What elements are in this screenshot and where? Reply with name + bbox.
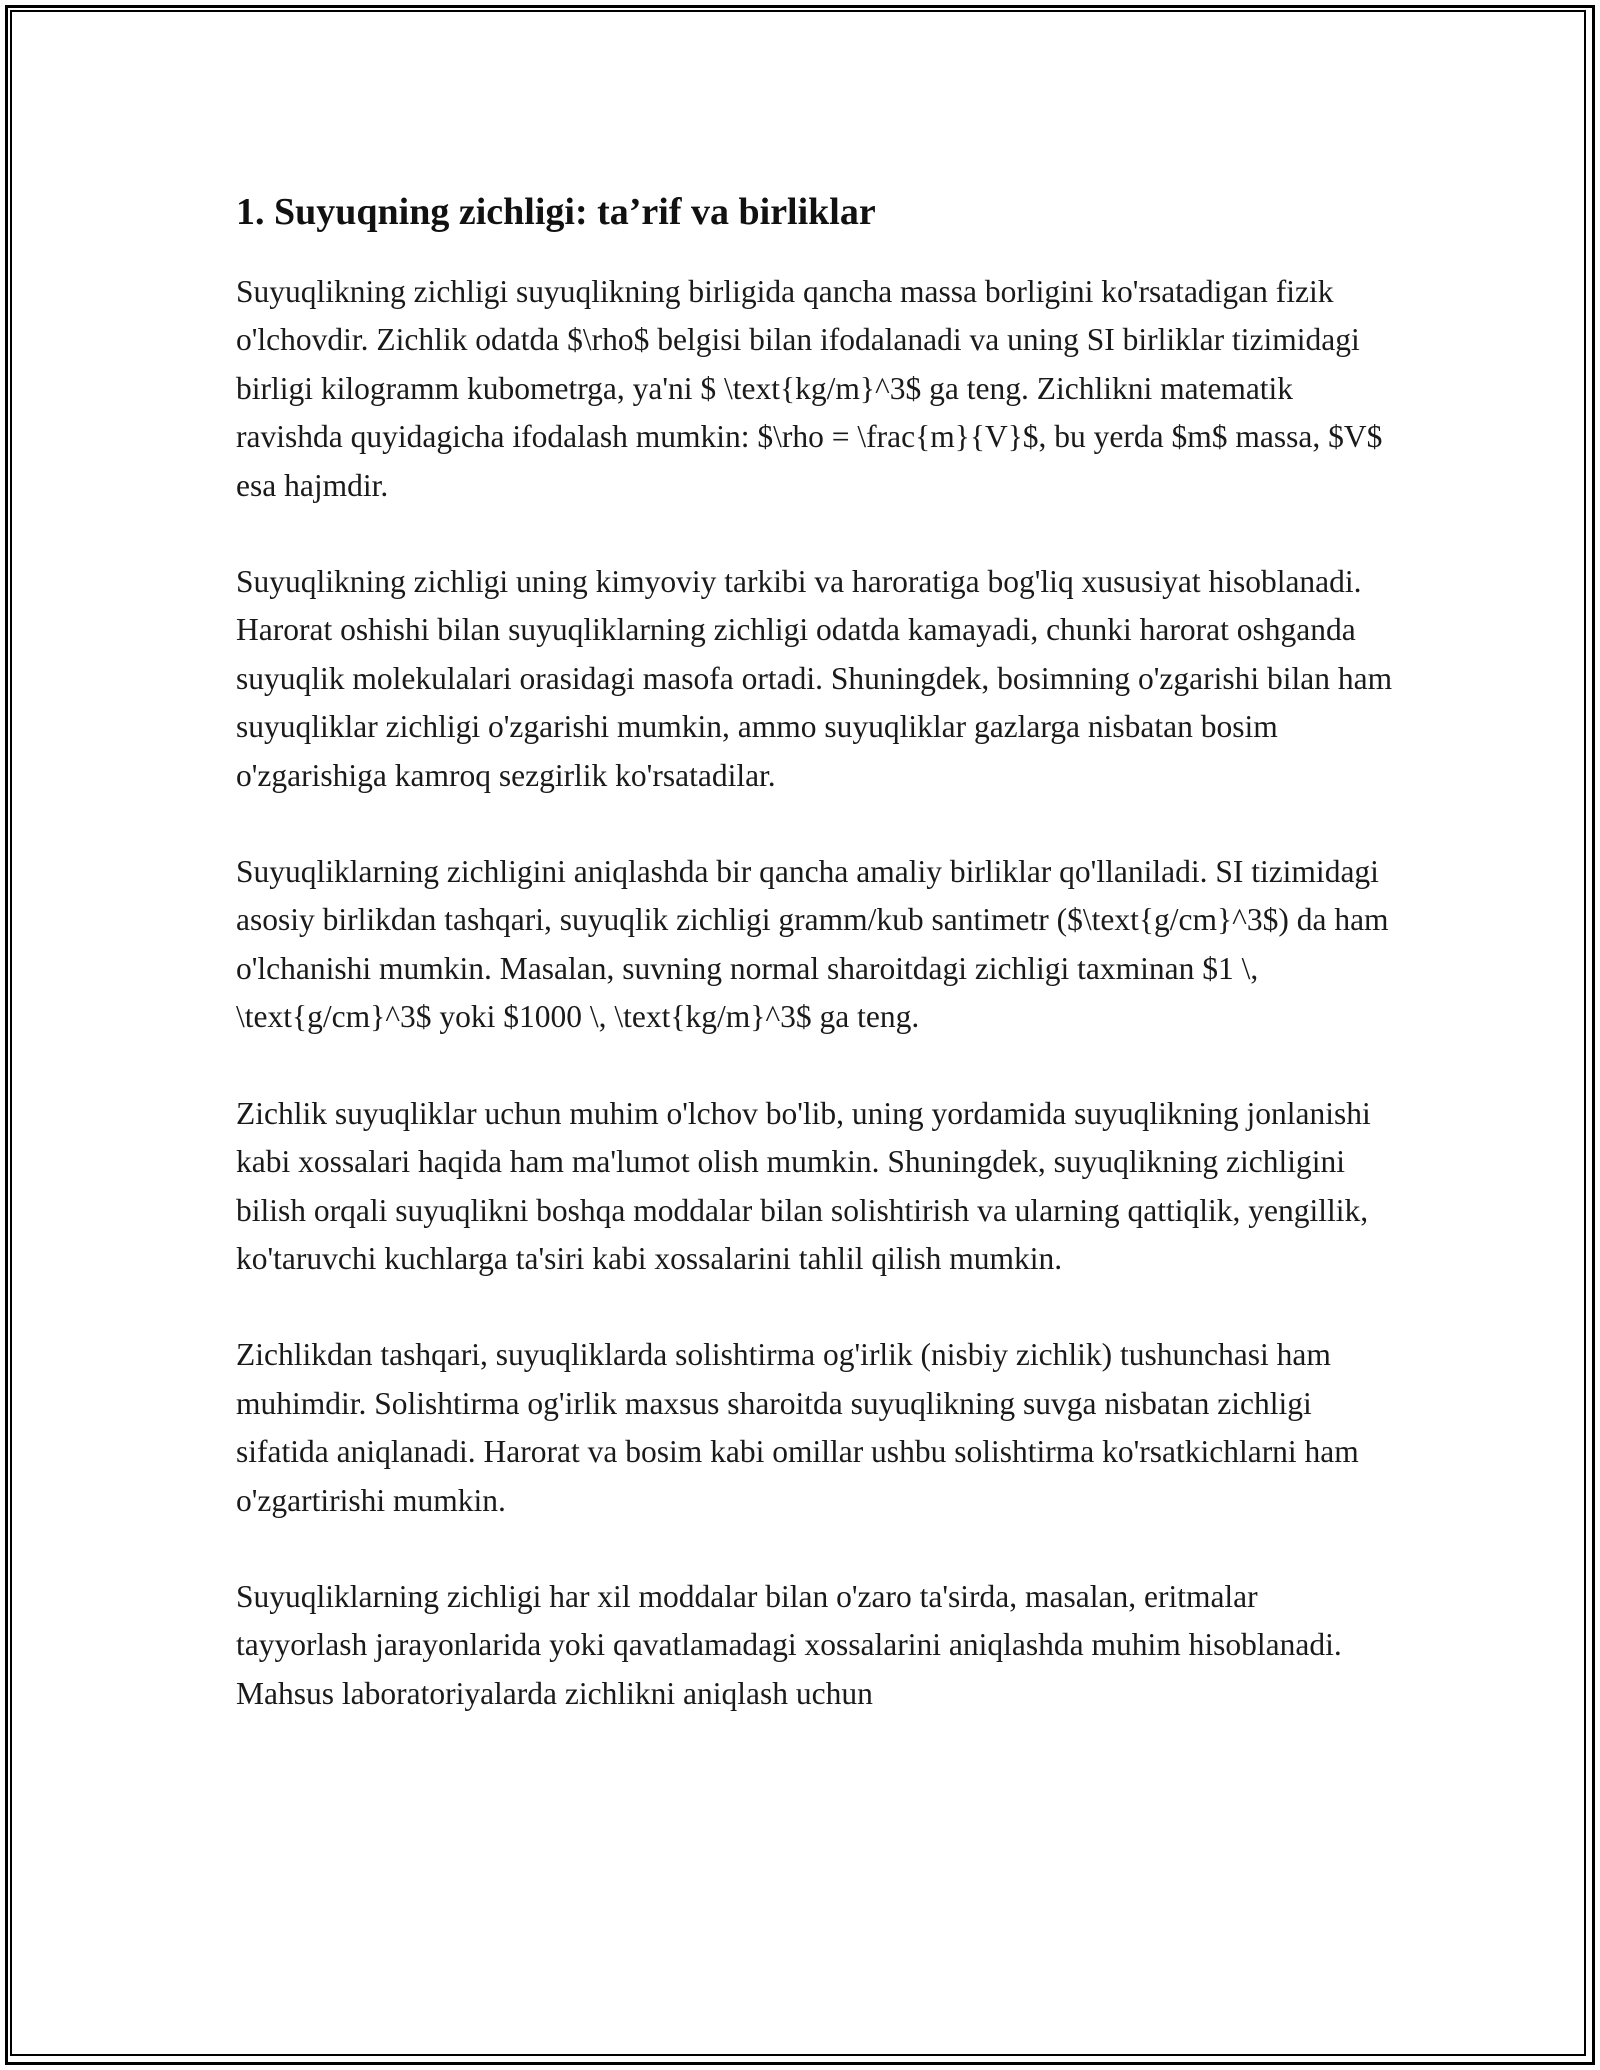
document-body bbox=[236, 186, 1396, 1766]
paragraph-units: Suyuqliklarning zichligini aniqlashda bir qancha amaliy birliklar qo'llaniladi. SI tizimidagi asosiy birlikdan tashqari, suyuqlik zichligi gramm/kub santimetr ($\text{g/cm}^3$) da ham o'lchanishi mumkin. Masalan, suvning normal sharoitdagi zichligi taxminan $1 \, \text{g/cm}^3$ yoki $1000 \, \text{kg/m}^3$ ga teng. bbox=[236, 854, 1389, 1035]
paragraph-specific-gravity: Zichlikdan tashqari, suyuqliklarda solishtirma og'irlik (nisbiy zichlik) tushunchasi ham muhimdir. Solishtirma og'irlik maxsus sharoitda suyuqlikning suvga nisbatan zichligi sifatida aniqlanadi. Harorat va bosim kabi omillar ushbu solishtirma ko'rsatkichlarni ham o'zgartirishi mumkin. bbox=[236, 1337, 1359, 1518]
paragraph-applications: Suyuqliklarning zichligi har xil moddalar bilan o'zaro ta'sirda, masalan, eritmalar tayyorlash jarayonlarida yoki qavatlamadagi xossalarini aniqlashda muhim hisoblanadi. Mahsus laboratoriyalarda zichlikni aniqlash uchun bbox=[236, 1578, 1342, 1711]
paragraph-temperature-pressure: Suyuqlikning zichligi uning kimyoviy tarkibi va haroratiga bog'liq xususiyat hisoblanadi. Harorat oshishi bilan suyuqliklarning zichligi odatda kamayadi, chunki harorat oshganda suyuqlik molekulalari orasidagi masofa ortadi. Shuningdek, bosimning o'zgarishi bilan ham suyuqliklar zichligi o'zgarishi mumkin, ammo suyuqliklar gazlarga nisbatan bosim o'zgarishiga kamroq sezgirlik ko'rsatadilar. bbox=[236, 564, 1393, 793]
section-heading: 1. Suyuqning zichligi: ta’rif va birliklar bbox=[236, 191, 876, 233]
paragraph-definition: Suyuqlikning zichligi suyuqlikning birligida qancha massa borligini ko'rsatadigan fizik o'lchovdir. Zichlik odatda $\rho$ belgisi bilan ifodalanadi va uning SI birliklar tizimidagi birligi kilogramm kubometrga, ya'ni $ \text{kg/m}^3$ ga teng. Zichlikni matematik ravishda quyidagicha ifodalash mumkin: $\rho = \frac{m}{V}$, bu yerda $m$ massa, $V$ esa hajmdir. bbox=[236, 274, 1383, 503]
paragraph-importance: Zichlik suyuqliklar uchun muhim o'lchov bo'lib, uning yordamida suyuqlikning jonlanishi kabi xossalari haqida ham ma'lumot olish mumkin. Shuningdek, suyuqlikning zichligini bilish orqali suyuqlikni boshqa moddalar bilan solishtirish va ularning qattiqlik, yengillik, ko'taruvchi kuchlarga ta'siri kabi xossalarini tahlil qilish mumkin. bbox=[236, 1095, 1371, 1276]
